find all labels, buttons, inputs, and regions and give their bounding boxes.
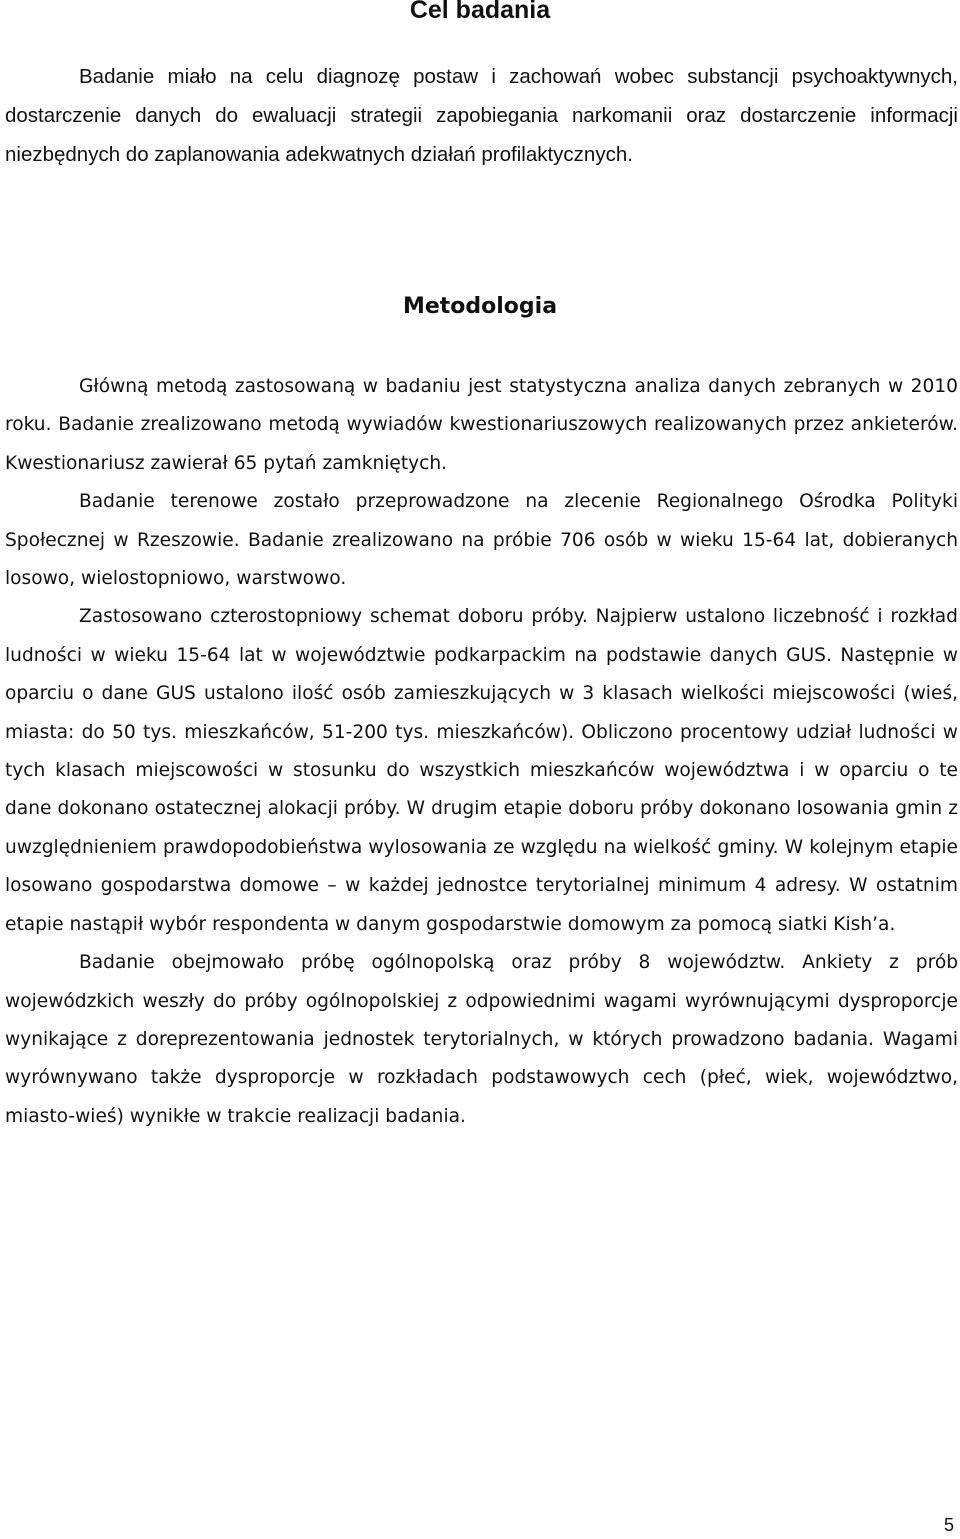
paragraph: Badanie obejmowało próbę ogólnopolską oraz próby 8 województw. Ankiety z prób wojewódzkich weszły do próby ogólnopolskiej z odpowiednimi wagami wyrównującymi dysproporcje wynikające z doreprezentowania jednostek terytorialnych, w których prowadzono badania. Wagami wyrównywano także dysproporcje w rozkładach podstawowych cech (płeć, wiek, województwo, miasto-wieś) wynikłe w trakcie realizacji badania. [5, 952, 958, 1127]
section-title-cel-badania: Cel badania [409, 0, 551, 24]
paragraph: Badanie terenowe zostało przeprowadzone na zlecenie Regionalnego Ośrodka Polityki Społecznej w Rzeszowie. Badanie zrealizowano na próbie 706 osób w wieku 15-64 lat, dobieranych losowo, wielostopniowo, warstwowo. [5, 491, 958, 590]
page-number: 5 [943, 1515, 954, 1535]
paragraph: Główną metodą zastosowaną w badaniu jest statystyczna analiza danych zebranych w 2010 roku. Badanie zrealizowano metodą wywiadów kwestionariuszowych realizowanych przez ankieterów. Kwestionariusz zawierał 65 pytań zamkniętych. [5, 376, 958, 474]
paragraph: Zastosowano czterostopniowy schemat doboru próby. Najpierw ustalono liczebność i rozkład ludności w wieku 15-64 lat w województwie podkarpackim na podstawie danych GUS. Następnie w oparciu o dane GUS ustalono ilość osób zamieszkujących w 3 klasach wielkości miejscowości (wieś, miasta: do 50 tys. mieszkańców, 51-200 tys. mieszkańców). Obliczono procentowy udział ludności w tych klasach miejscowości w stosunku do wszystkich mieszkańców województwa i w oparciu o te dane dokonano ostatecznej alokacji próby. W drugim etapie doboru próby dokonano losowania gmin z uwzględnieniem prawdopodobieństwa wylosowania ze względu na wielkość gminy. W kolejnym etapie losowano gospodarstwa domowe – w każdej jednostce terytorialnej minimum 4 adresy. W ostatnim etapie nastąpił wybór respondenta w danym gospodarstwie domowym za pomocą siatki Kish’a. [5, 606, 958, 935]
paragraph: Badanie miało na celu diagnozę postaw i zachowań wobec substancji psychoaktywnych, dostarczenie danych do ewaluacji strategii zapobiegania narkomanii oraz dostarczenie informacji niezbędnych do zaplanowania adekwatnych działań profilaktycznych. [5, 65, 958, 166]
section-title-metodologia: Metodologia [402, 294, 558, 319]
cel-badania-text [5, 57, 958, 174]
metodologia-text [5, 368, 958, 1136]
